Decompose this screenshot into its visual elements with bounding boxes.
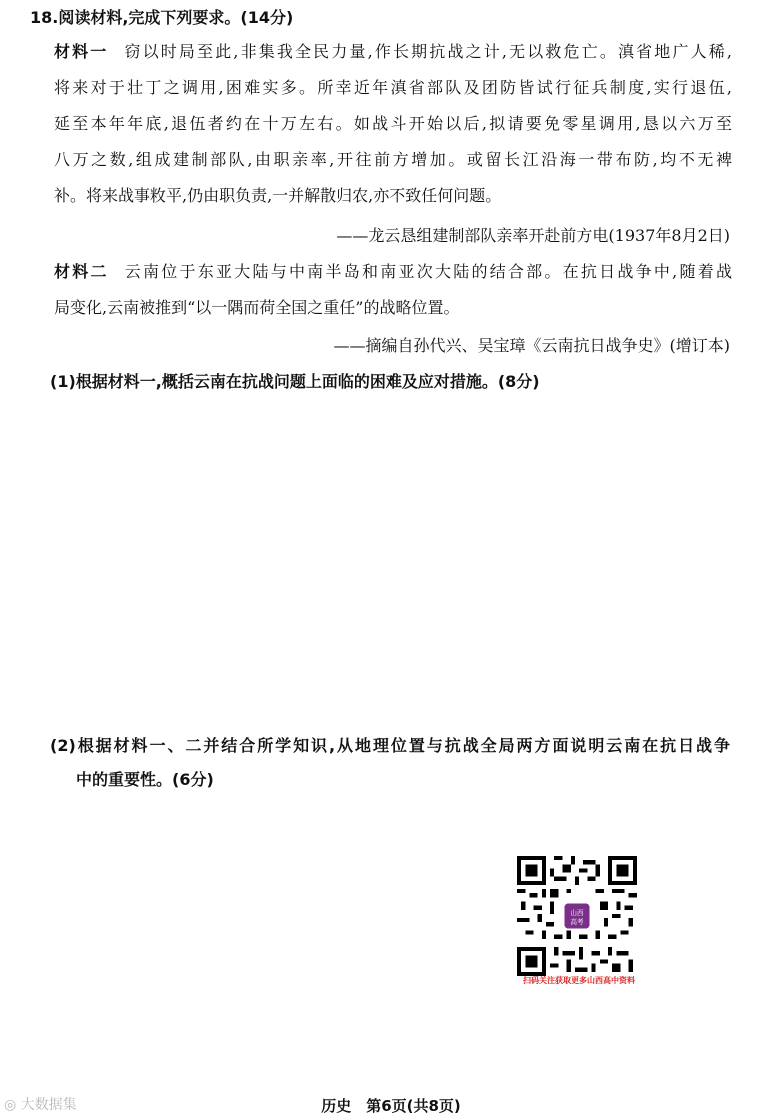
- material2-line-1: 材料二 云南位于东亚大陆与中南半岛和南亚次大陆的结合部。在抗日战争中,随着战: [54, 262, 732, 281]
- svg-text:高考: 高考: [570, 917, 584, 926]
- material1-label: 材料一: [54, 42, 109, 61]
- material2-line-2: 局变化,云南被推到“以一隅而荷全国之重任”的战略位置。: [54, 298, 460, 317]
- qr-code-icon: [517, 856, 637, 976]
- material2-source: ——摘编自孙代兴、吴宝璋《云南抗日战争史》(增订本): [333, 336, 730, 355]
- material2-label: 材料二: [54, 262, 109, 281]
- qr-logo-text: 山西: [570, 908, 584, 917]
- material1-line-5: 补。将来战事敉平,仍由职负责,一并解散归农,亦不致任何问题。: [54, 186, 502, 205]
- material1-line-3: 延至本年年底,退伍者约在十万左右。如战斗开始以后,拟请要免零星调用,恳以六万至: [54, 114, 732, 133]
- sub-question-2-line-1: (2)根据材料一、二并结合所学知识,从地理位置与抗战全局两方面说明云南在抗日战争: [50, 736, 730, 755]
- material1-line-4: 八万之数,组成建制部队,由职亲率,开往前方增加。或留长江沿海一带布防,均不无裨: [54, 150, 732, 169]
- page-footer: 历史 第6页(共8页): [321, 1097, 461, 1115]
- sub-question-2-line-2: 中的重要性。(6分): [76, 770, 214, 789]
- qr-caption: 扫码关注获取更多山西高中资料: [523, 976, 635, 985]
- material1-source: ——龙云恳组建制部队亲率开赴前方电(1937年8月2日): [336, 226, 730, 245]
- watermark: ◎ 大数据集: [4, 1097, 77, 1113]
- material1-line-1: 材料一 窃以时局至此,非集我全民力量,作长期抗战之计,无以救危亡。滇省地广人稀,: [54, 42, 732, 61]
- question-header: 18.阅读材料,完成下列要求。(14分): [30, 8, 294, 27]
- material1-line-2: 将来对于壮丁之调用,困难实多。所幸近年滇省部队及团防皆试行征兵制度,实行退伍,: [54, 78, 732, 97]
- sub-question-1: (1)根据材料一,概括云南在抗战问题上面临的困难及应对措施。(8分): [50, 372, 540, 391]
